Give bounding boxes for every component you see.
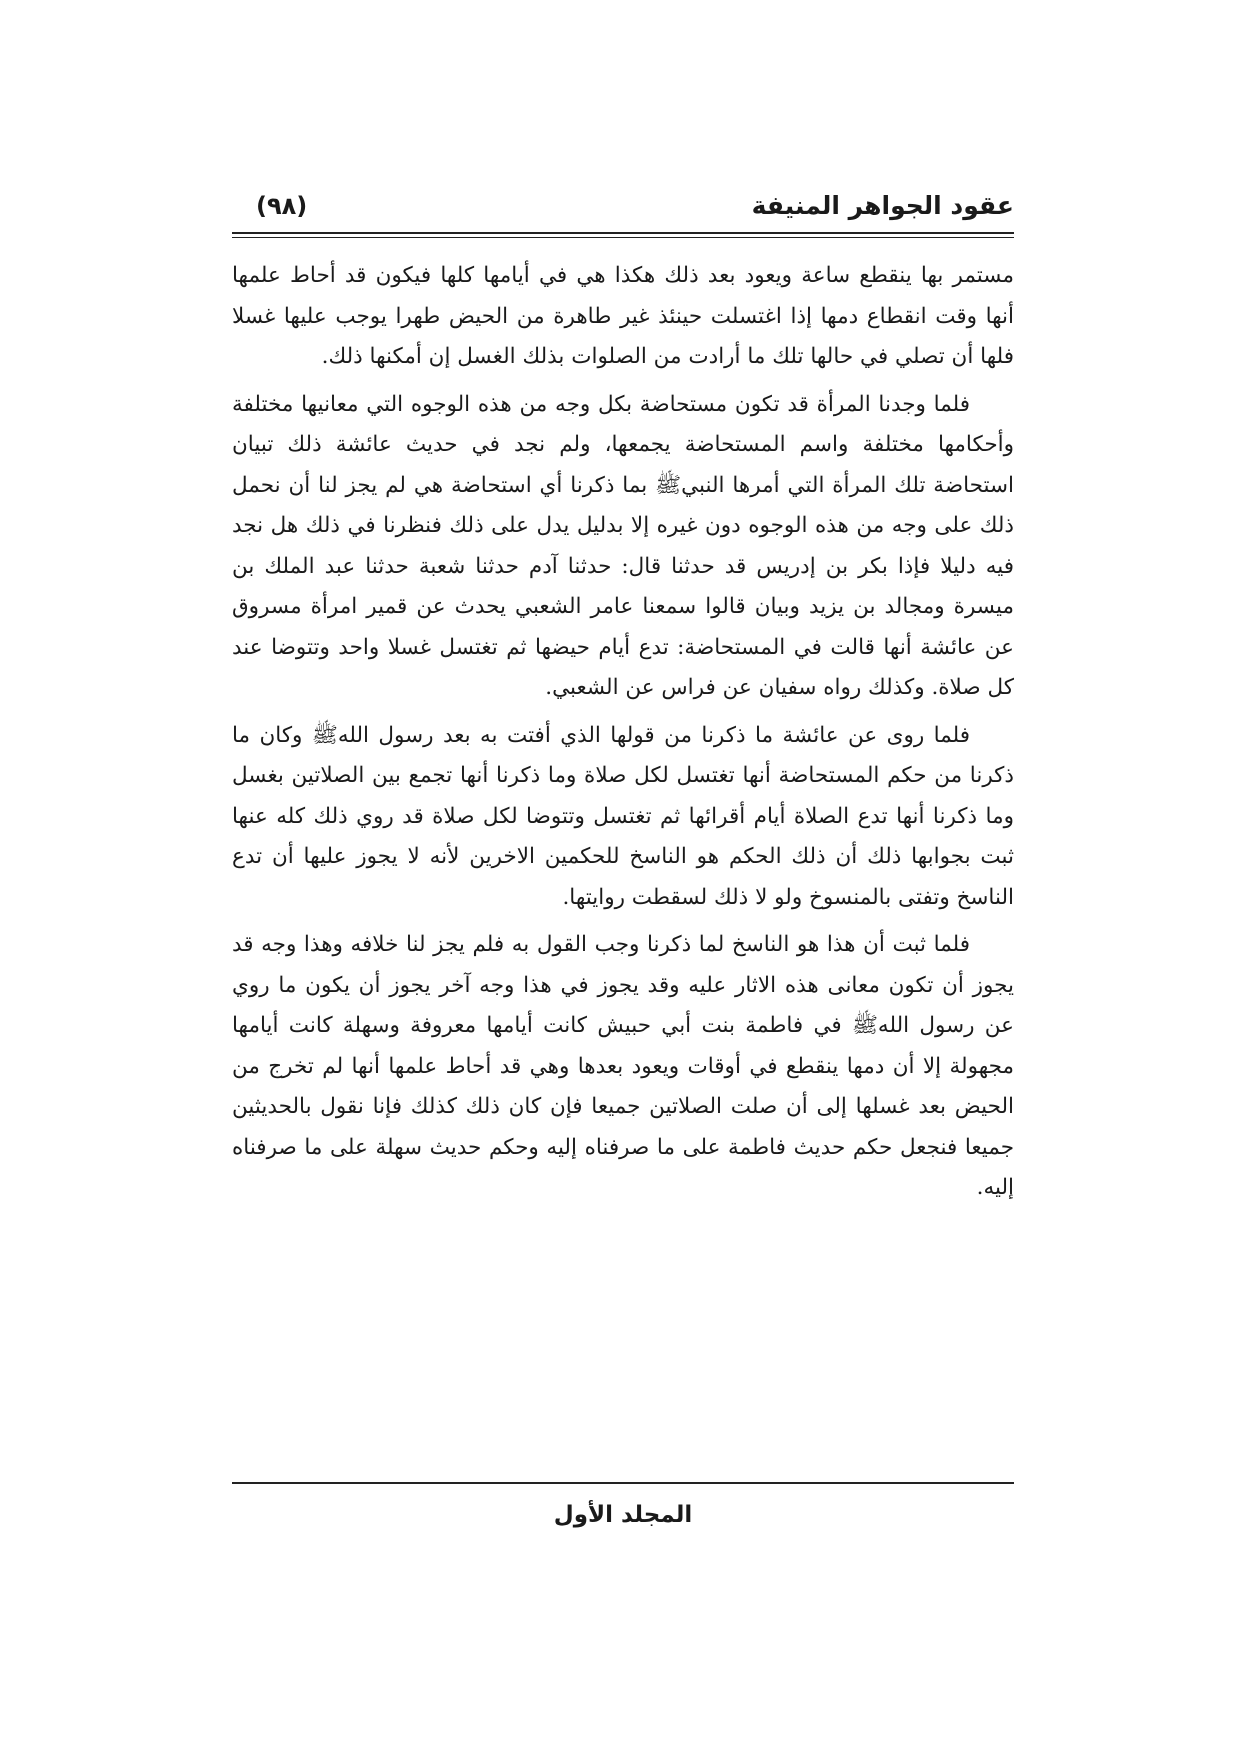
header-rule bbox=[232, 232, 1014, 234]
page-header bbox=[232, 180, 1014, 236]
paragraph: فلما وجدنا المرأة قد تكون مستحاضة بكل وجه من هذه الوجوه التي معانيها مختلفة وأحكامها مختلفة واسم المستحاضة يجمعها، ولم نجد في حديث عائشة ذلك تبيان استحاضة تلك المرأة التي أمرها النبيﷺ بما ذكرنا أي استحاضة هي لم يجز لنا أن نحمل ذلك على وجه من هذه الوجوه دون غيره إلا بدليل يدل على ذلك فنظرنا في ذلك هل نجد فيه دليلا فإذا بكر بن إدريس قد حدثنا قال: حدثنا آدم حدثنا شعبة حدثنا عبد الملك بن ميسرة ومجالد بن يزيد وبيان قالوا سمعنا عامر الشعبي يحدث عن قمير امرأة مسروق عن عائشة أنها قالت في المستحاضة: تدع أيام حيضها ثم تغتسل غسلا واحد وتتوضا عند كل صلاة. وكذلك رواه سفيان عن فراس عن الشعبي. bbox=[232, 391, 1014, 700]
paragraph: فلما ثبت أن هذا هو الناسخ لما ذكرنا وجب القول به فلم يجز لنا خلافه وهذا وجه قد يجوز أن تكون معانى هذه الاثار عليه وقد يجوز في هذا وجه آخر يجوز أن يكون ما روي عن رسول اللهﷺ في فاطمة بنت أبي حبيش كانت أيامها معروفة وسهلة كانت أيامها مجهولة إلا أن دمها ينقطع في أوقات ويعود بعدها وهي قد أحاط علمها أنها لم تخرج من الحيض بعد غسلها إلى أن صلت الصلاتين جميعا فإن كان ذلك كذلك فإنا نقول بالحديثين جميعا فنجعل حكم حديث فاطمة على ما صرفناه إليه وحكم حديث سهلة على ما صرفناه إليه. bbox=[232, 932, 1014, 1200]
running-title: عقود الجواهر المنيفة bbox=[751, 191, 1014, 220]
footer-rule bbox=[232, 1482, 1014, 1484]
book-page bbox=[232, 180, 1014, 1600]
body-text bbox=[232, 256, 1014, 1216]
paragraph: فلما روى عن عائشة ما ذكرنا من قولها الذي أفتت به بعد رسول اللهﷺ وكان ما ذكرنا من حكم المستحاضة أنها تغتسل لكل صلاة وما ذكرنا أنها تجمع بين الصلاتين بغسل وما ذكرنا أنها تدع الصلاة أيام أقرائها ثم تغتسل وتتوضا لكل صلاة قد روي ذلك كله عنها ثبت بجوابها ذلك أن ذلك الحكم هو الناسخ للحكمين الاخرين لأنه لا يجوز عليها أن تدع الناسخ وتفتى بالمنسوخ ولو لا ذلك لسقطت روايتها. bbox=[232, 722, 1014, 910]
header-rule-thin bbox=[232, 237, 1014, 238]
volume-label: المجلد الأول bbox=[553, 1502, 693, 1528]
paragraph: مستمر بها ينقطع ساعة ويعود بعد ذلك هكذا هي في أيامها كلها فيكون قد أحاط علمها أنها وقت انقطاع دمها إذا اغتسلت حينئذ غير طاهرة من الحيض طهرا يوجب عليها غسلا فلها أن تصلي في حالها تلك ما أرادت من الصلوات بذلك الغسل إن أمكنها ذلك. bbox=[232, 263, 1014, 369]
page-number: (٩٨) bbox=[256, 192, 308, 220]
